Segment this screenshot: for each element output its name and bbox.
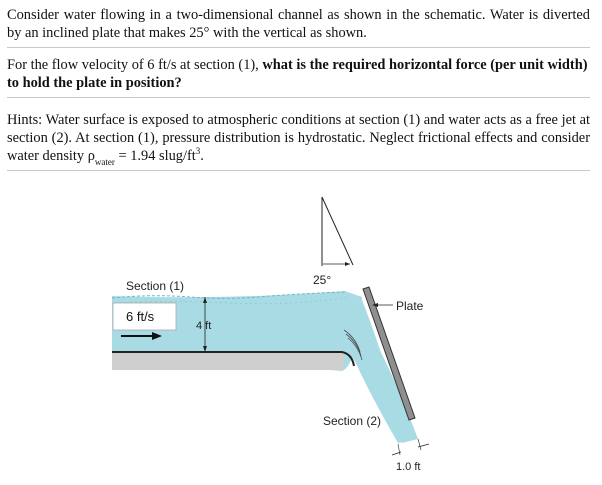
velocity-label: 6 ft/s [126, 309, 155, 324]
section1-label: Section (1) [126, 279, 185, 293]
channel-floor [112, 352, 344, 370]
jet-width-extension-left [398, 444, 400, 455]
intro-paragraph [7, 6, 590, 48]
plate-label: Plate [396, 299, 424, 313]
question-bold-text: what is the required horizontal force (per unit width) to hold the plate in position? [7, 57, 588, 91]
hints-text: Hints: Water surface is exposed to atmospheric conditions at section (1) and water acts as a free jet at section (2). At section (1), pressure distribution is hydrostatic. Neglect frictional effects and consider water density [7, 112, 590, 164]
density-subscript: water [94, 156, 115, 167]
intro-text: Consider water flowing in a two-dimensional channel as shown in the schematic. Water is diverted by an inclined plate that makes 25° with the vertical as shown. [7, 7, 590, 41]
density-end: . [200, 148, 204, 164]
depth-label: 4 ft [196, 320, 212, 332]
hints-paragraph [7, 111, 590, 171]
angle-reference-line [322, 197, 353, 265]
channel-schematic [0, 180, 602, 485]
question-prefix: For the flow velocity of 6 ft/s at section (1), [7, 57, 263, 73]
question-paragraph [7, 56, 590, 98]
density-value: = 1.94 slug/ft [114, 148, 196, 164]
jet-width-extension-right [418, 439, 421, 450]
jet-width-label: 1.0 ft [396, 461, 421, 473]
section2-label: Section (2) [323, 414, 382, 428]
density-symbol: ρ [87, 148, 95, 164]
density-exponent: 3 [195, 146, 201, 157]
angle-label: 25° [313, 273, 332, 287]
angle-arrowhead [345, 262, 350, 266]
